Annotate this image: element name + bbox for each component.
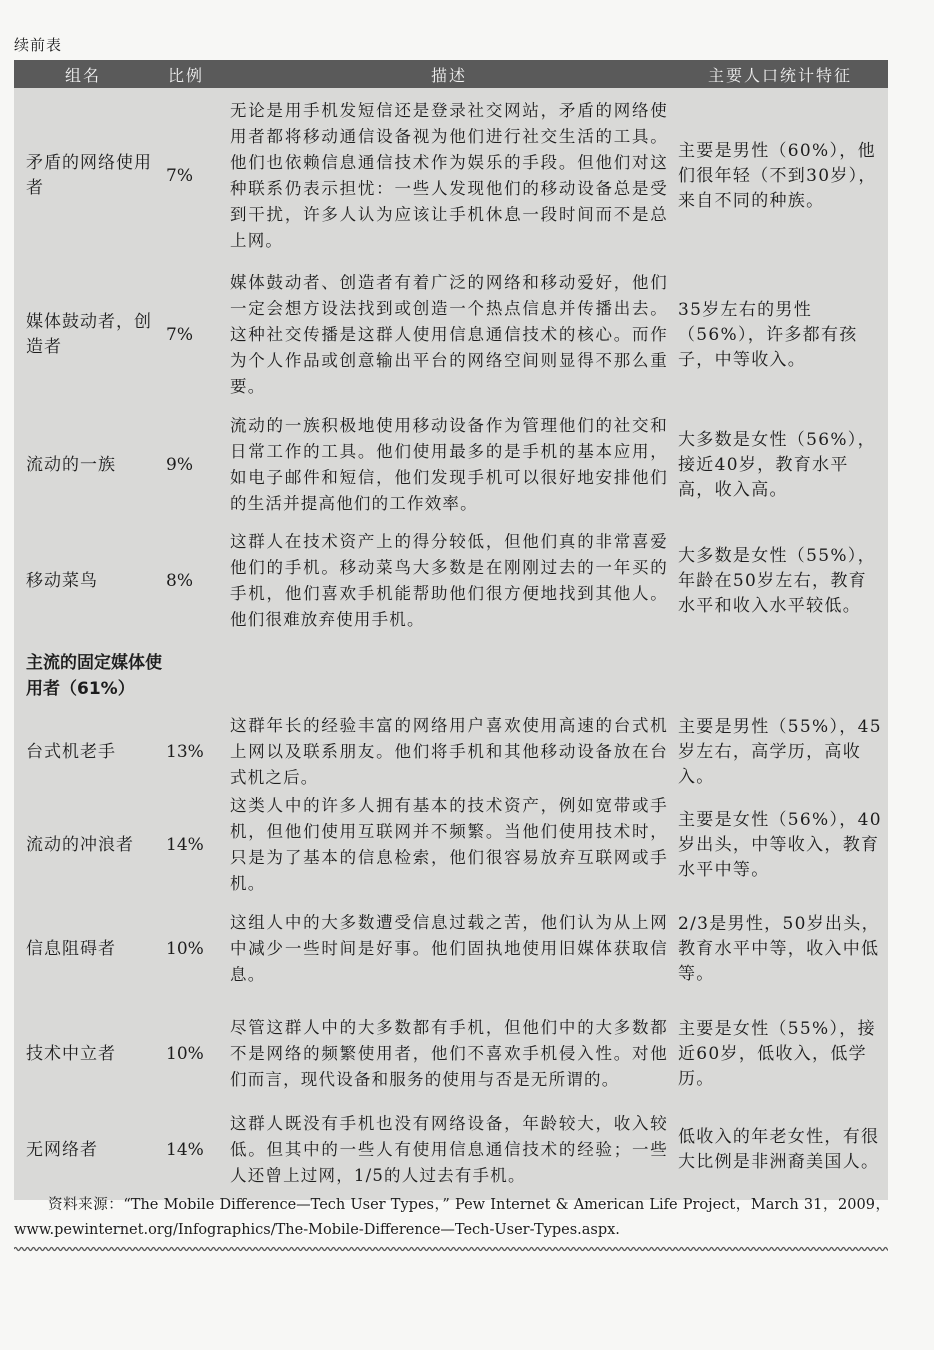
row-description: 这群年长的经验丰富的网络用户喜欢使用高速的台式机上网以及联系朋友。他们将手机和其他移动设备放在台式机之后。 (230, 716, 668, 787)
row-demographics: 大多数是女性（55%），年龄在50岁左右，教育水平和收入水平较低。 (678, 545, 876, 616)
table-row (14, 520, 888, 642)
row-group-name: 矛盾的网络使用者 (26, 153, 152, 198)
row-description: 这群人在技术资产上的得分较低，但他们真的非常喜爱他们的手机。移动菜鸟大多数是在刚刚过去的一年买的手机，他们喜欢手机能帮助他们很方便地找到其他人。他们很难放弃使用手机。 (230, 532, 668, 629)
row-ratio: 9% (166, 454, 193, 475)
header-demographics: 主要人口统计特征 (707, 65, 852, 85)
table-body (14, 88, 888, 1200)
row-demographics: 大多数是女性（56%），接近40岁，教育水平高，收入高。 (678, 429, 876, 500)
row-description: 这群人既没有手机也没有网络设备，年龄较大，收入较低。但其中的一些人有使用信息通信技术的经验；一些人还曾上过网，1/5的人过去有手机。 (230, 1114, 668, 1185)
row-ratio: 10% (166, 938, 204, 959)
row-description: 尽管这群人中的大多数都有手机，但他们中的大多数都不是网络的频繁使用者，他们不喜欢手机侵入性。对他们而言，现代设备和服务的使用与否是无所谓的。 (230, 1018, 668, 1089)
row-ratio: 7% (166, 165, 193, 186)
row-description: 这组人中的大多数遭受信息过载之苦，他们认为从上网中减少一些时间是好事。他们固执地使用旧媒体获取信息。 (230, 913, 668, 984)
table-row (14, 92, 888, 260)
row-description: 媒体鼓动者、创造者有着广泛的网络和移动爱好，他们一定会想方设法找到或创造一个热点信息并传播出去。这种社交传播是这群人使用信息通信技术的核心。而作为个人作品或创意输出平台的网络空间则显得不那么重要。 (230, 273, 668, 396)
row-demographics: 主要是女性（55%），接近60岁，低收入，低学历。 (678, 1018, 876, 1089)
row-group-name: 流动的冲浪者 (26, 834, 134, 855)
row-ratio: 7% (166, 324, 193, 345)
row-demographics: 低收入的年老女性，有很大比例是非洲裔美国人。 (678, 1127, 880, 1172)
row-group-stationary (14, 710, 888, 1194)
header-ratio: 比例 (168, 65, 205, 85)
row-group-name: 媒体鼓动者，创造者 (26, 312, 152, 357)
row-demographics: 35岁左右的男性（56%），许多都有孩子，中等收入。 (678, 299, 858, 370)
table-row (14, 794, 888, 896)
row-demographics: 主要是男性（55%），45岁左右，高学历，高收入。 (678, 716, 882, 787)
row-demographics: 2/3是男性，50岁出头，教育水平中等，收入中低等。 (678, 913, 880, 984)
section-heading: 主流的固定媒体使用者（61%） (26, 653, 162, 699)
row-group-mobile (14, 92, 888, 642)
table-header (14, 60, 888, 88)
row-group-name: 技术中立者 (26, 1043, 116, 1064)
table-row (14, 1106, 888, 1194)
row-description: 这类人中的许多人拥有基本的技术资产，例如宽带或手机，但他们使用互联网并不频繁。当他们使用技术时，只是为了基本的信息检索，他们很容易放弃互联网或手机。 (230, 796, 668, 893)
wavy-divider (14, 1245, 888, 1253)
table-row (14, 896, 888, 1002)
row-ratio: 8% (166, 570, 193, 591)
row-description: 无论是用手机发短信还是登录社交网站，矛盾的网络使用者都将移动通信设备视为他们进行社交生活的工具。他们也依赖信息通信技术作为娱乐的手段。但他们对这种联系仍表示担忧：一些人发现他们的移动设备总是受到干扰，许多人认为应该让手机休息一段时间而不是总上网。 (230, 101, 668, 250)
table-row (14, 710, 888, 794)
table-row (14, 1002, 888, 1106)
table-row (14, 260, 888, 410)
row-description: 流动的一族积极地使用移动设备作为管理他们的社交和日常工作的工具。他们使用最多的是手机的基本应用，如电子邮件和短信，他们发现手机可以很好地安排他们的生活并提高他们的工作效率。 (230, 416, 668, 513)
row-ratio: 13% (166, 741, 204, 762)
header-description: 描述 (430, 65, 467, 85)
row-ratio: 14% (166, 834, 204, 855)
row-group-name: 无网络者 (26, 1139, 98, 1160)
row-demographics: 主要是男性（60%），他们很年轻（不到30岁），来自不同的种族。 (678, 140, 877, 211)
row-group-name: 移动菜鸟 (26, 570, 98, 591)
continued-label: 续前表 (14, 36, 63, 54)
header-group: 组名 (64, 65, 101, 85)
row-ratio: 14% (166, 1139, 204, 1160)
row-group-name: 信息阻碍者 (26, 938, 116, 959)
row-ratio: 10% (166, 1043, 204, 1064)
row-group-name: 流动的一族 (26, 454, 116, 475)
row-group-name: 台式机老手 (26, 741, 116, 762)
source-note: 资料来源：“The Mobile Difference—Tech User Types，” Pew Internet & American Life Project，March 31，2009，www.pewinternet.org/Infographics/The-Mobile-Difference—Tech-User-Types.aspx. (14, 1197, 890, 1238)
user-types-table (14, 60, 888, 1200)
table-row (14, 410, 888, 520)
row-demographics: 主要是女性（56%），40岁出头，中等收入，教育水平中等。 (678, 809, 882, 880)
